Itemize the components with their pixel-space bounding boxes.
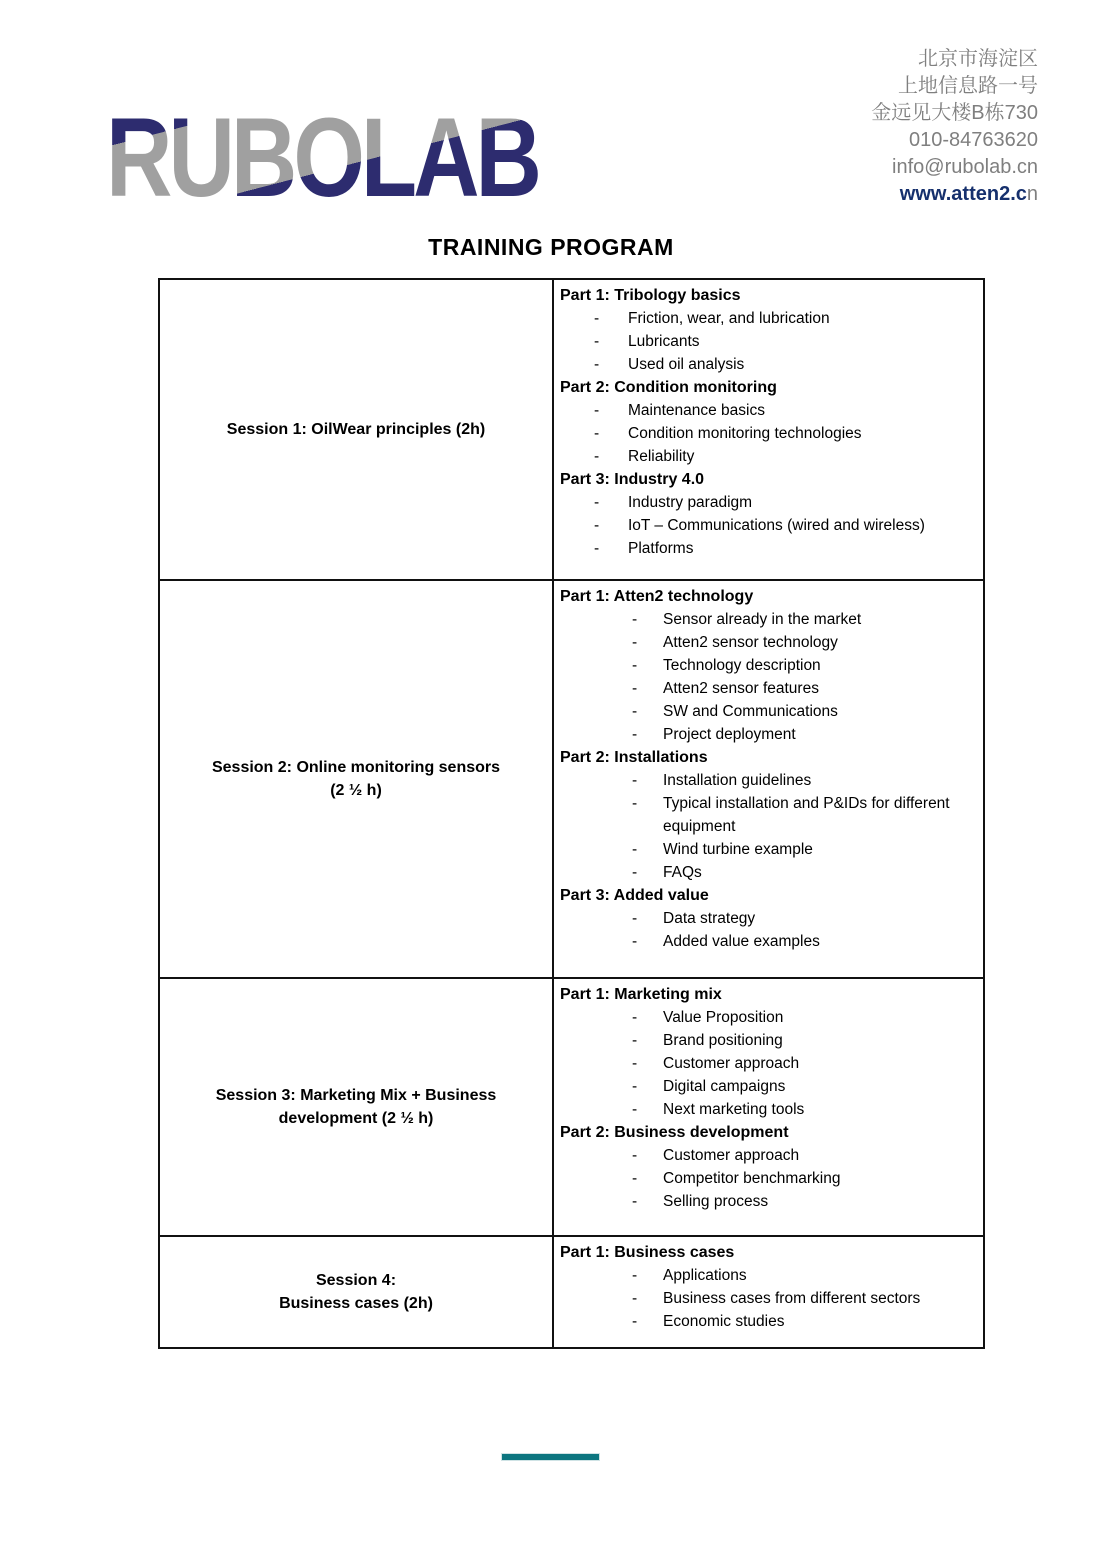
bullet-item: - Data strategy	[560, 907, 975, 930]
bullet-item: - Business cases from different sectors	[560, 1287, 975, 1310]
bullet-item: - Economic studies	[560, 1310, 975, 1333]
address-line-street: 上地信息路一号	[898, 75, 1038, 97]
bullet-item: - Digital campaigns	[560, 1075, 975, 1098]
bullet-item: - Industry paradigm	[560, 491, 970, 514]
bullet-item: - Condition monitoring technologies	[560, 422, 970, 445]
letterhead-address	[871, 46, 1038, 208]
bullet-item: - Brand positioning	[560, 1029, 975, 1052]
training-program-table	[158, 278, 985, 1349]
bullet-item: - Wind turbine example	[560, 838, 975, 861]
part-heading: Part 2: Business development	[560, 1124, 789, 1141]
bullet-item: - Selling process	[560, 1190, 975, 1213]
session-cell	[160, 1237, 554, 1347]
session-content-cell	[554, 1237, 983, 1347]
session-cell	[160, 979, 554, 1235]
part-heading: Part 2: Condition monitoring	[560, 379, 777, 396]
session-title: development (2 ½ h)	[278, 1110, 434, 1127]
website-url-suffix: n	[1026, 183, 1038, 205]
footer-divider-line	[502, 1454, 599, 1460]
bullet-item: - Value Proposition	[560, 1006, 975, 1029]
website-line	[871, 181, 1038, 208]
table-row	[160, 581, 983, 979]
bullet-item: - SW and Communications	[560, 700, 975, 723]
bullet-item: - Technology description	[560, 654, 975, 677]
bullet-item: - FAQs	[560, 861, 975, 884]
part-heading: Part 1: Tribology basics	[560, 287, 741, 304]
address-line-building: 金远见大楼B栋730	[871, 102, 1038, 124]
session-title: Session 3: Marketing Mix + Business	[215, 1087, 497, 1104]
session-content-cell	[554, 581, 983, 977]
bullet-item: - Typical installation and P&IDs for different equipment	[560, 792, 975, 838]
session-content-cell	[554, 979, 983, 1235]
session-title: Session 2: Online monitoring sensors	[211, 759, 501, 776]
session-cell	[160, 581, 554, 977]
session-content-cell	[554, 280, 983, 579]
bullet-item: - IoT – Communications (wired and wireless)	[560, 514, 970, 537]
bullet-item: - Used oil analysis	[560, 353, 970, 376]
bullet-item: - Atten2 sensor features	[560, 677, 975, 700]
bullet-item: - Platforms	[560, 537, 970, 560]
session-cell	[160, 280, 554, 579]
bullet-item: - Competitor benchmarking	[560, 1167, 975, 1190]
bullet-item: - Added value examples	[560, 930, 975, 953]
session-title: (2 ½ h)	[330, 782, 382, 799]
part-heading: Part 3: Added value	[560, 887, 709, 904]
bullet-item: - Lubricants	[560, 330, 970, 353]
address-line-district: 北京市海淀区	[918, 48, 1038, 70]
bullet-item: - Project deployment	[560, 723, 975, 746]
rubolab-logo: RUBOLAB	[106, 95, 538, 221]
table-row	[160, 979, 983, 1237]
page-title: TRAINING PROGRAM	[428, 234, 674, 260]
table-row	[160, 1237, 983, 1347]
bullet-item: - Sensor already in the market	[560, 608, 975, 631]
bullet-item: - Reliability	[560, 445, 970, 468]
email-address: info@rubolab.cn	[892, 156, 1038, 178]
bullet-item: - Applications	[560, 1264, 975, 1287]
part-heading: Part 2: Installations	[560, 749, 708, 766]
part-heading: Part 1: Business cases	[560, 1244, 735, 1261]
session-title: Session 1: OilWear principles (2h)	[226, 421, 486, 438]
session-title: Business cases (2h)	[279, 1295, 433, 1312]
phone-number: 010-84763620	[908, 129, 1038, 151]
bullet-item: - Next marketing tools	[560, 1098, 975, 1121]
bullet-item: - Friction, wear, and lubrication	[560, 307, 970, 330]
session-title: Session 4:	[315, 1272, 397, 1289]
part-heading: Part 3: Industry 4.0	[560, 471, 705, 488]
website-url: www.atten2.c	[899, 183, 1027, 205]
table-row	[160, 280, 983, 581]
bullet-item: - Customer approach	[560, 1052, 975, 1075]
bullet-item: - Customer approach	[560, 1144, 975, 1167]
part-heading: Part 1: Atten2 technology	[560, 588, 754, 605]
bullet-item: - Atten2 sensor technology	[560, 631, 975, 654]
part-heading: Part 1: Marketing mix	[560, 986, 722, 1003]
bullet-item: - Maintenance basics	[560, 399, 970, 422]
bullet-item: - Installation guidelines	[560, 769, 975, 792]
